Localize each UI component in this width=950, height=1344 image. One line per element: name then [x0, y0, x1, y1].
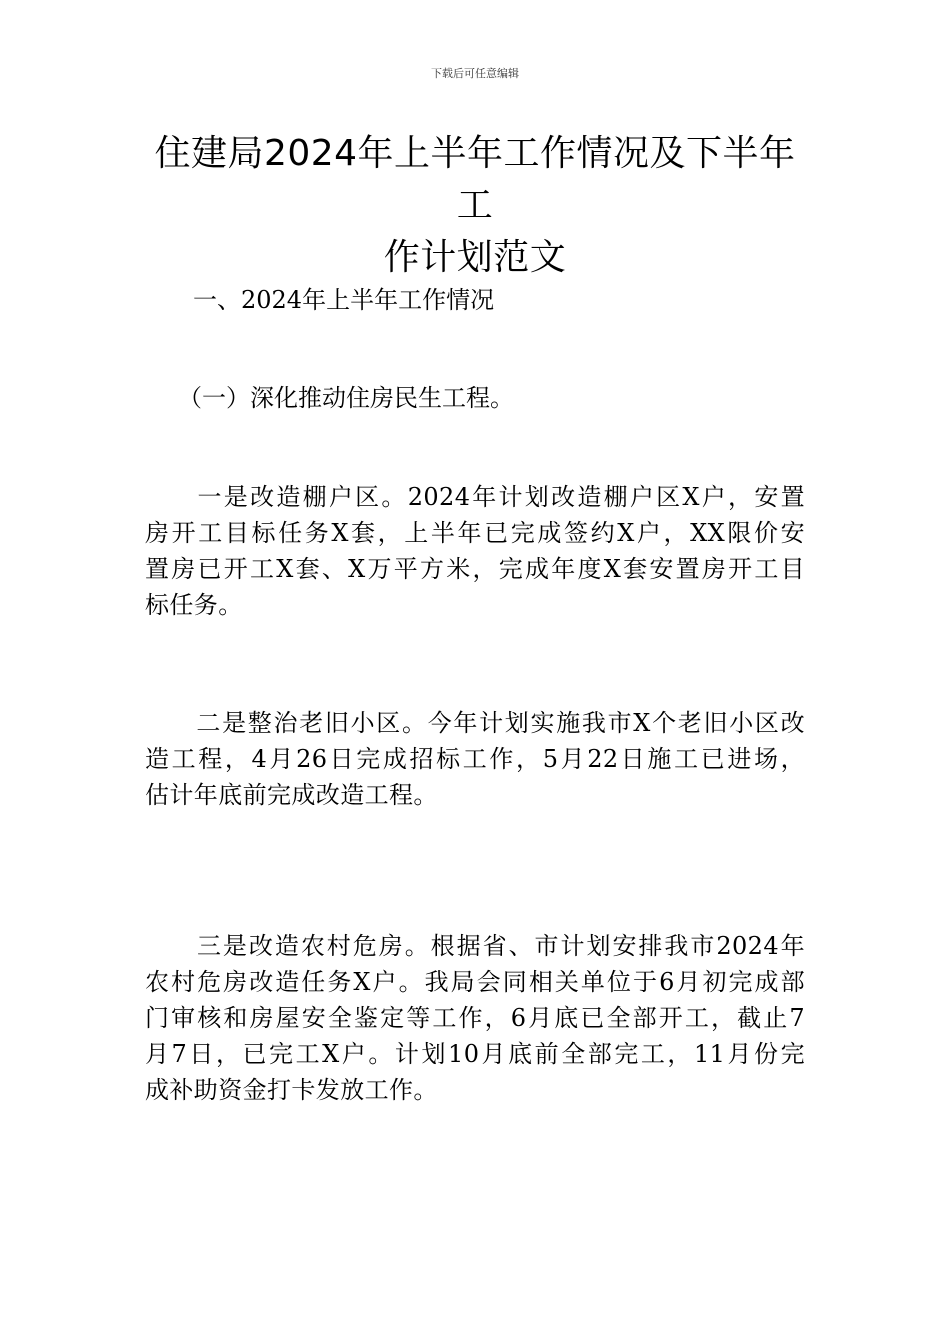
paragraph-line: 二是整治老旧小区。今年计划实施我市X个老旧小区改 — [145, 709, 805, 737]
paragraph-line: 农村危房改造任务X户。我局会同相关单位于6月初完成部 — [145, 968, 805, 996]
paragraph-line: 一是改造棚户区。2024年计划改造棚户区X户，安置 — [145, 483, 805, 511]
paragraph-line: 置房已开工X套、X万平方米，完成年度X套安置房开工目 — [145, 555, 805, 583]
paragraph-line: 成补助资金打卡发放工作。 — [145, 1076, 438, 1104]
paragraph-line: 标任务。 — [145, 591, 243, 619]
section-heading: 一、2024年上半年工作情况 — [193, 286, 495, 314]
paragraph-line: 三是改造农村危房。根据省、市计划安排我市2024年 — [145, 932, 805, 960]
paragraph-1 — [145, 479, 805, 623]
paragraph-line: 月7日，已完工X户。计划10月底前全部完工，11月份完 — [145, 1040, 805, 1068]
header-note: 下载后可任意编辑 — [431, 67, 519, 80]
subsection-heading: （一）深化推动住房民生工程。 — [178, 384, 514, 412]
paragraph-3 — [145, 928, 805, 1108]
document-title — [145, 128, 805, 284]
paragraph-line: 估计年底前完成改造工程。 — [145, 781, 438, 809]
paragraph-line: 房开工目标任务X套，上半年已完成签约X户，XX限价安 — [145, 519, 805, 547]
title-line-1: 住建局2024年上半年工作情况及下半年工 — [154, 133, 796, 226]
title-line-2: 作计划范文 — [383, 237, 567, 278]
paragraph-2 — [145, 705, 805, 813]
paragraph-line: 门审核和房屋安全鉴定等工作，6月底已全部开工，截止7 — [145, 1004, 805, 1032]
paragraph-line: 造工程，4月26日完成招标工作，5月22日施工已进场， — [145, 745, 805, 773]
